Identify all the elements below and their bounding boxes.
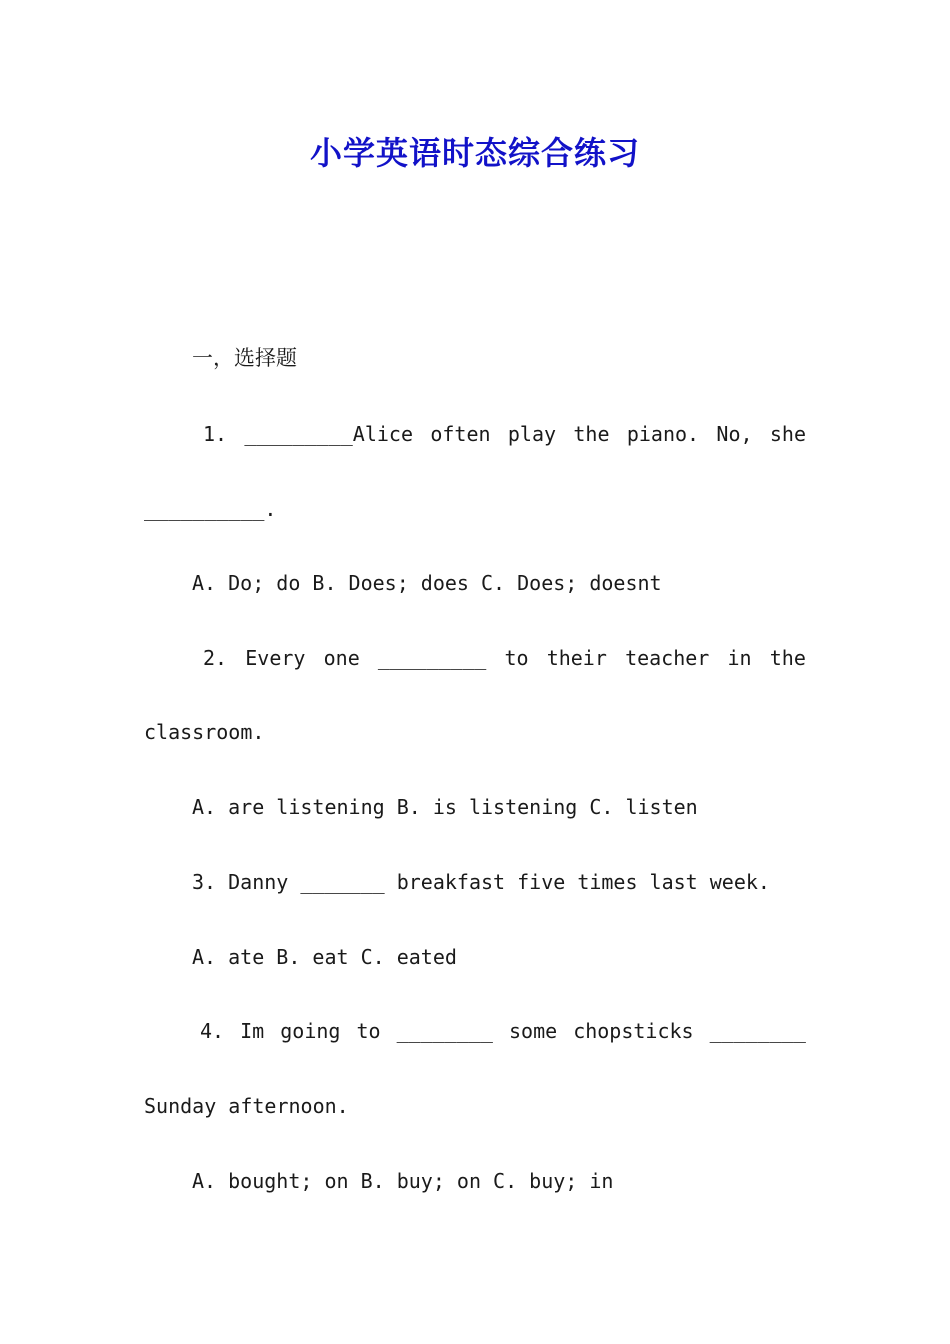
- question-text-word: play: [507, 422, 557, 446]
- question-text-word: some: [508, 1019, 558, 1043]
- question-text-word: chopsticks: [573, 1019, 694, 1043]
- question-text-word: the: [769, 646, 806, 670]
- question-text-word: No,: [716, 422, 753, 446]
- question-text-word: _________Alice: [244, 422, 413, 446]
- question-3-line-1: 3. Danny _______ breakfast five times last week.: [192, 870, 770, 894]
- question-text-word: ________: [396, 1019, 493, 1043]
- question-4-line-1: [200, 1019, 806, 1043]
- question-4-options: A. bought; on B. buy; on C. buy; in: [192, 1169, 614, 1193]
- question-2-line-1: [203, 646, 806, 670]
- question-text-word: Every: [245, 646, 306, 670]
- question-text-word: ________: [709, 1019, 806, 1043]
- question-text-word: often: [430, 422, 491, 446]
- document-title: 小学英语时态综合练习: [309, 134, 640, 172]
- question-text-word: 4.: [200, 1019, 225, 1043]
- question-text-word: teacher: [625, 646, 710, 670]
- question-1-options: A. Do; do B. Does; does C. Does; doesnt: [192, 571, 662, 595]
- question-2-line-2: classroom.: [144, 720, 265, 744]
- question-text-word: to: [356, 1019, 381, 1043]
- question-text-word: one: [323, 646, 360, 670]
- question-text-word: their: [546, 646, 607, 670]
- question-4-line-2: Sunday afternoon.: [144, 1094, 349, 1118]
- question-text-word: to: [504, 646, 529, 670]
- question-text-word: she: [769, 422, 806, 446]
- question-1-line-2: __________.: [144, 497, 277, 521]
- question-text-word: in: [727, 646, 752, 670]
- question-3-options: A. ate B. eat C. eated: [192, 945, 457, 969]
- question-2-options: A. are listening B. is listening C. listen: [192, 795, 698, 819]
- question-text-word: _________: [377, 646, 487, 670]
- question-text-word: 1.: [203, 422, 228, 446]
- question-1-line-1: [203, 422, 806, 446]
- section-heading: 一，选择题: [192, 346, 297, 370]
- question-text-word: Im: [240, 1019, 265, 1043]
- question-text-word: the: [573, 422, 610, 446]
- question-text-word: 2.: [203, 646, 228, 670]
- question-text-word: piano.: [626, 422, 700, 446]
- question-text-word: going: [280, 1019, 341, 1043]
